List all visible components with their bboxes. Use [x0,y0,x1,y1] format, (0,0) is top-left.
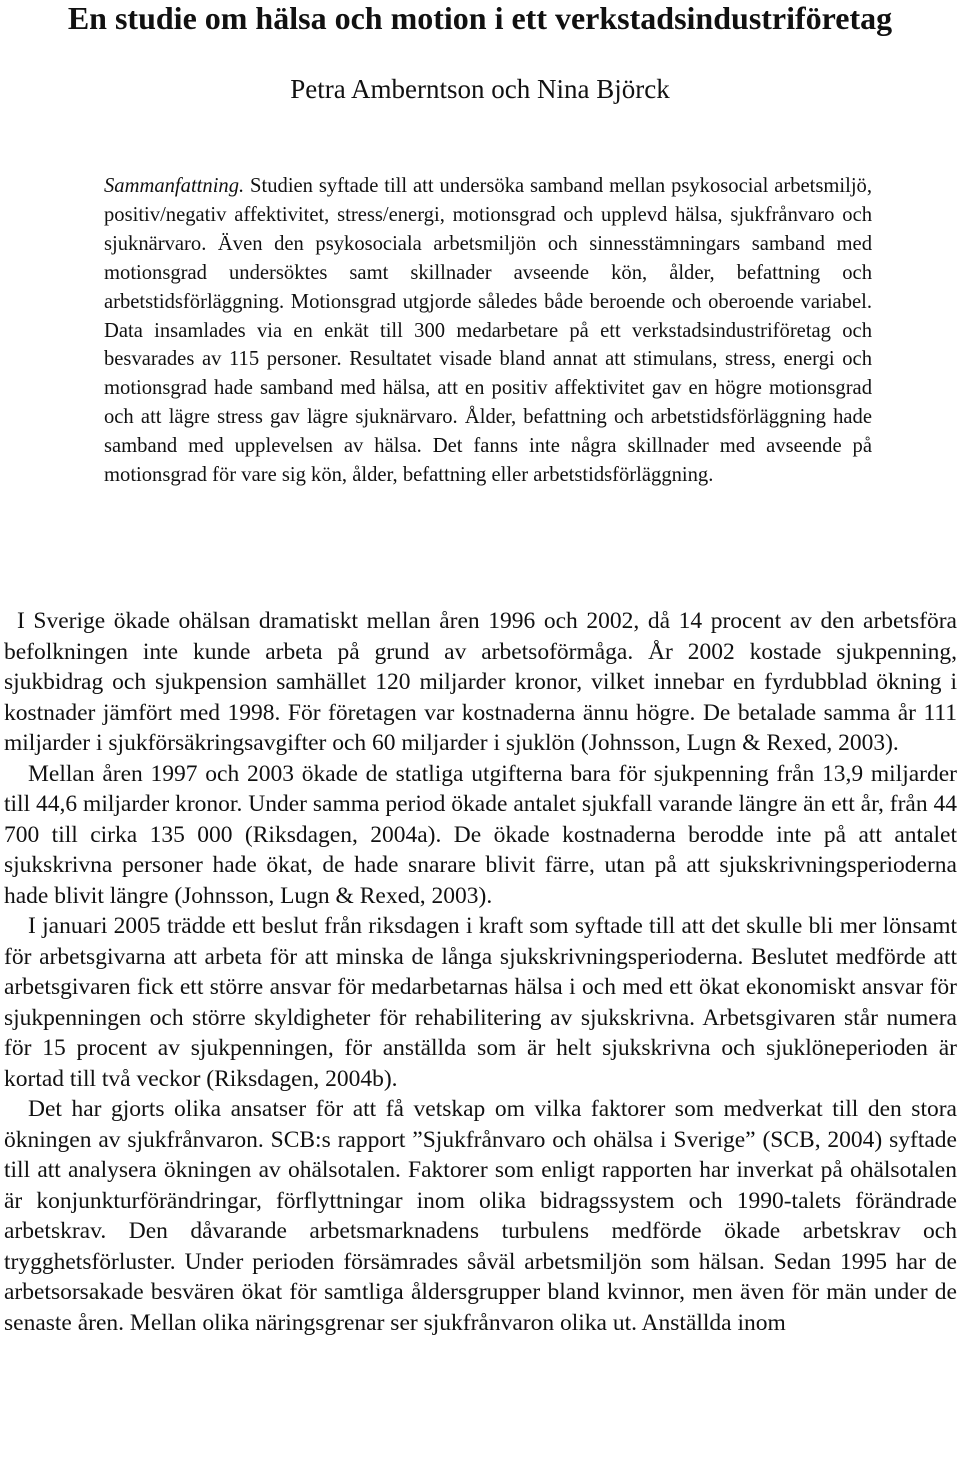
body-paragraph-3: I januari 2005 trädde ett beslut från riksdagen i kraft som syftade till att det skulle bli mer lönsamt för arbetsgivarna att arbeta för att minska de långa sjukskrivningsperioderna. Beslutet medförde att arbetsgivaren fick ett större ansvar för medarbetarnas hälsa i och med ett ökat ekonomiskt ansvar för sjukpenningen och större skyldigheter för rehabilitering av sjukskrivna. Arbetsgivaren står numera för 15 procent av sjukpenningen, för anställda som är helt sjukskrivna och sjuklöneperioden är kortad till två veckor (Riksdagen, 2004b). [4,913,957,1092]
body-paragraph-1: I Sverige ökade ohälsan dramatiskt mellan åren 1996 och 2002, då 14 procent av den arbetsföra befolkningen inte kunde arbeta på grund av arbetsoförmåga. År 2002 kostade sjukpenning, sjukbidrag och sjukpension samhället 120 miljarder kronor, vilket innebar en fyrdubblad ökning i kostnader jämfört med 1998. För företagen var kostnaderna ännu högre. De betalade samma år 111 miljarder i sjukförsäkringsavgifter och 60 miljarder i sjuklön (Johnsson, Lugn & Rexed, 2003). [4,608,957,756]
body-paragraph-2: Mellan åren 1997 och 2003 ökade de statliga utgifterna bara för sjukpenning från 13,9 miljarder till 44,6 miljarder kronor. Under samma period ökade antalet sjukfall varande längre än ett år, från 44 700 till cirka 135 000 (Riksdagen, 2004a). De ökade kostnaderna berodde inte på att antalet sjukskrivna personer hade ökat, de hade snarare blivit färre, utan på att sjukskrivningsperioderna hade blivit längre (Johnsson, Lugn & Rexed, 2003). [4,760,957,909]
paper-title: En studie om hälsa och motion i ett verkstadsindustriföretag [67,0,893,36]
abstract-label: Sammanfattning. [104,175,245,197]
body-paragraph-4: Det har gjorts olika ansatser för att få vetskap om vilka faktorer som medverkat till den stora ökningen av sjukfrånvaron. SCB:s rapport ”Sjukfrånvaro och ohälsa i Sverige” (SCB, 2004) syftade till att analysera ökningen av ohälsotalen. Faktorer som enligt rapporten har inverkat på ohälsotalen är konjunkturförändringar, förflyttningar inom olika bidragssystem och 1990-talets förändrade arbetskrav. Den dåvarande arbetsmarknadens turbulens medförde ökade arbetskrav och trygghetsförluster. Under perioden försämrades såväl arbetsmiljön som hälsan. Sedan 1995 har de arbetsorsakade besvären ökat för samtliga åldersgrupper bland kvinnor, men även för män under de senaste åren. Mellan olika näringsgrenar ser sjukfrånvaron olika ut. Anställda inom [4,1096,957,1336]
abstract [104,172,872,490]
abstract-text: Studien syftade till att undersöka samband mellan psykosocial arbetsmiljö, positiv/negativ affektivitet, stress/energi, motionsgrad och upplevd hälsa, sjukfrånvaro och sjuknärvaro. Även den psykosociala arbetsmiljön och sinnesstämningars samband med motionsgrad undersöktes samt skillnader avseende kön, ålder, befattning och arbetstidsförläggning. Motionsgrad utgjorde således både beroende och oberoende variabel. Data insamlades via en enkät till 300 medarbetare på ett verkstadsindustriföretag och besvarades av 115 personer. Resultatet visade bland annat att stimulans, stress, energi och motionsgrad hade samband med hälsa, att en positiv affektivitet gav en högre motionsgrad och att lägre stress gav lägre sjuknärvaro. Ålder, befattning och arbetstidsförläggning hade samband med upplevelsen av hälsa. Det fanns inte några skillnader med avseende på motionsgrad för vare sig kön, ålder, befattning eller arbetstidsförläggning. [104,175,872,487]
body-text [4,606,957,1338]
paper-authors: Petra Amberntson och Nina Björck [290,74,670,104]
